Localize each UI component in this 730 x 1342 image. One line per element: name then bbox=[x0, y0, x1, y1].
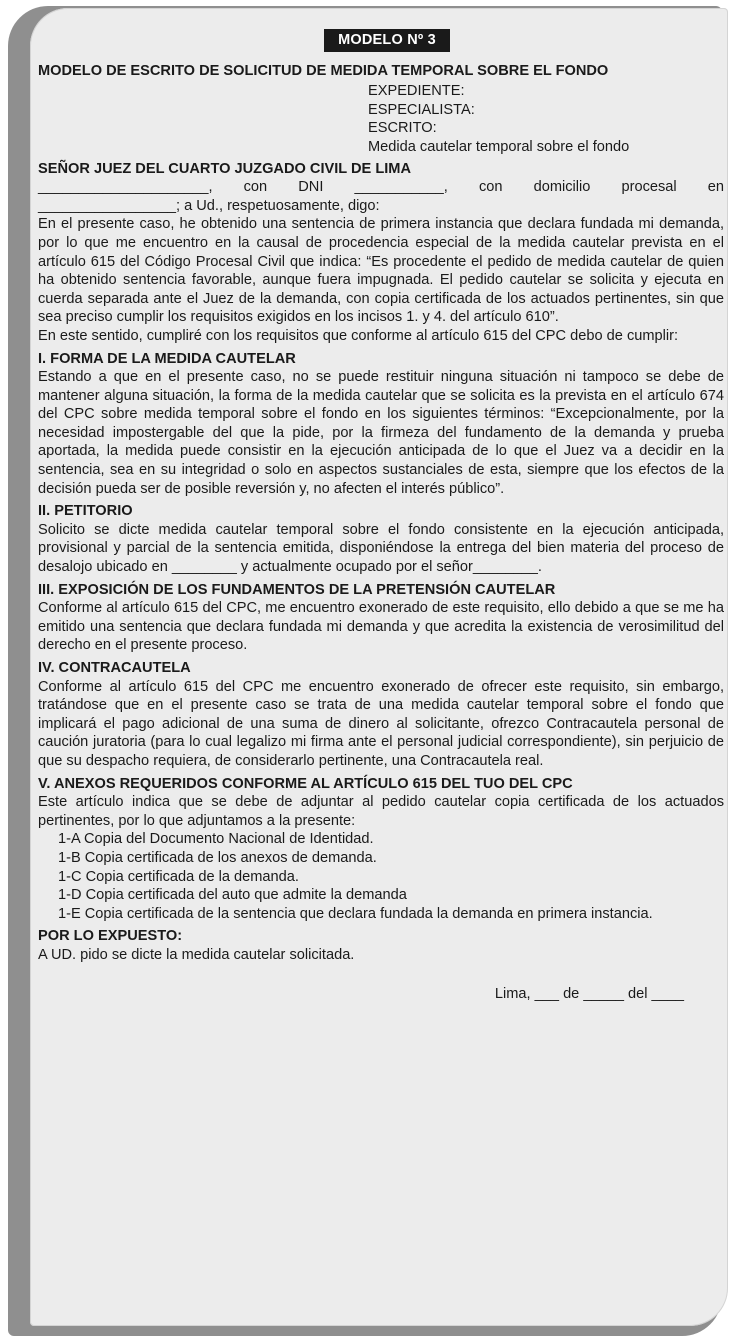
meta-especialista: ESPECIALISTA: bbox=[368, 101, 475, 118]
section-1-text: Estando a que en el presente caso, no se puede restituir ninguna situación ni tampoco se debe de mantener alguna situación, la forma de la medida cautelar que se solicita es la prevista en el artículo 674 del CPC sobre medida temporal sobre el fondo en los siguientes términos: “Excepcionalmente, por la necesidad impostergable del que la pide, por la firmeza del fundamento de la demanda y prueba aportada, la medida puede consistir en la ejecución anticipada de lo que el Juez va a decidir en la sentencia, sea en su integridad o solo en aspectos sustanciales de esta, siempre que los efectos de la decisión pueda ser de posible reversión y, no afecten el interés público”. bbox=[38, 369, 724, 497]
annex-item: 1-E Copia certificada de la sentencia que declara fundada la demanda en primera instancia. bbox=[58, 905, 653, 922]
section-4-text: Conforme al artículo 615 del CPC me encuentro exonerado de ofrecer este requisito, sin embargo, tratándose que en el presente caso se trata de una medida cautelar temporal sobre el fondo que implicará el pago adicional de una suma de dinero al solicitante, ofrezco Contracautela personal de caución juratoria (para lo cual legalizo mi firma ante el personal judicial correspondiente), sin perjuicio de que su despacho requiera, de considerarlo pertinente, una Contracautela real. bbox=[38, 678, 724, 769]
section-5-heading: V. ANEXOS REQUERIDOS CONFORME AL ARTÍCULO 615 DEL TUO DEL CPC bbox=[38, 775, 573, 792]
case-meta bbox=[368, 82, 724, 156]
meta-expediente: EXPEDIENTE: bbox=[368, 83, 465, 100]
document-content bbox=[38, 30, 724, 1003]
annex-item: 1-B Copia certificada de los anexos de demanda. bbox=[58, 849, 377, 866]
section-2-heading: II. PETITORIO bbox=[38, 503, 133, 520]
annex-item: 1-C Copia certificada de la demanda. bbox=[58, 868, 299, 885]
intro-line-1: _____________________, con DNI ___________, con domicilio procesal en bbox=[38, 179, 724, 196]
section-5-text: Este artículo indica que se debe de adjuntar al pedido cautelar copia certificada de los actuados pertinentes, por lo que adjuntamos a la presente: bbox=[38, 794, 724, 829]
intro-paragraph-1: En el presente caso, he obtenido una sentencia de primera instancia que declara fundada mi demanda, por lo que me encuentro en la causal de procedencia especial de la medida cautelar prevista en el artículo 615 del Código Procesal Civil que indica: “Es procedente el pedido de medida cautelar de quien ha obtenido sentencia favorable, aunque fuera impugnada. El pedido cautelar se solicita y ejecuta en cuerda separada ante el Juez de la demanda, con copia certificada de los actuados pertinentes, sin que sea preciso cumplir los requisitos exigidos en los incisos 1. y 4. del artículo 610”. bbox=[38, 216, 724, 326]
badge-wrap bbox=[50, 29, 724, 52]
section-3-heading: III. EXPOSICIÓN DE LOS FUNDAMENTOS DE LA PRETENSIÓN CAUTELAR bbox=[38, 581, 556, 598]
meta-asunto: Medida cautelar temporal sobre el fondo bbox=[368, 138, 630, 155]
addressee: SEÑOR JUEZ DEL CUARTO JUZGADO CIVIL DE LIMA bbox=[38, 160, 411, 177]
section-1-heading: I. FORMA DE LA MEDIDA CAUTELAR bbox=[38, 350, 296, 367]
closing-heading: POR LO EXPUESTO: bbox=[38, 928, 183, 945]
closing-text: A UD. pido se dicte la medida cautelar solicitada. bbox=[38, 946, 355, 963]
intro-paragraph-2: En este sentido, cumpliré con los requisitos que conforme al artículo 615 del CPC debo de cumplir: bbox=[38, 327, 679, 344]
section-4-heading: IV. CONTRACAUTELA bbox=[38, 660, 191, 676]
document-title: MODELO DE ESCRITO DE SOLICITUD DE MEDIDA TEMPORAL SOBRE EL FONDO bbox=[38, 62, 609, 79]
section-3-text: Conforme al artículo 615 del CPC, me encuentro exonerado de este requisito, ello debido a que se me ha emitido una sentencia que declara fundada mi demanda y que acredita la existencia de verosimilitud del derecho en el presente proceso. bbox=[38, 600, 724, 654]
closing-date: Lima, ___ de _____ del ____ bbox=[494, 985, 684, 1002]
annex-item: 1-A Copia del Documento Nacional de Identidad. bbox=[58, 831, 374, 848]
annex-item: 1-D Copia certificada del auto que admite la demanda bbox=[58, 887, 407, 904]
meta-escrito: ESCRITO: bbox=[368, 120, 437, 137]
intro-line-2: _________________; a Ud., respetuosamente, digo: bbox=[38, 197, 380, 214]
model-badge: MODELO Nº 3 bbox=[324, 29, 450, 52]
section-2-text: Solicito se dicte medida cautelar temporal sobre el fondo consistente en la ejecución anticipada, provisional y parcial de la sentencia emitida, disponiéndose la entrega del bien materia del proceso de desalojo ubicado en ________ y actualmente ocupado por el señor________. bbox=[38, 521, 724, 576]
annex-list bbox=[58, 830, 724, 923]
